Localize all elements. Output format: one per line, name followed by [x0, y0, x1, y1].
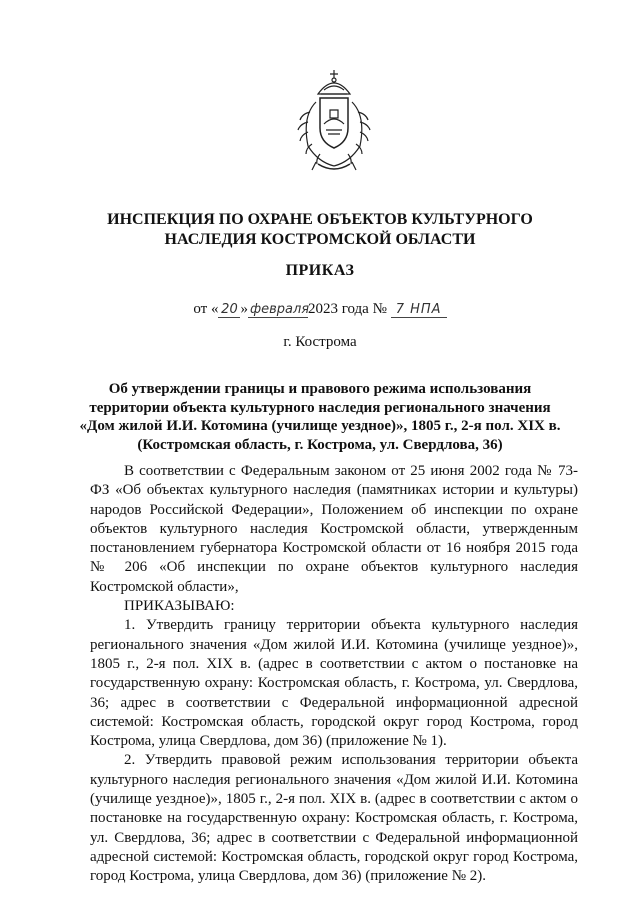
- item-2: 2. Утвердить правовой режим использования территории объекта культурного наследия регионального значения «Дом жилой И.И. Котомина (училище уездное)», 1805 г., 2-я пол. XIX в. (адрес в соответствии с актом о постановке на государственную охрану: Костромская область, г. Кострома, ул. Свердлова, 36; адрес в соответствии с Федеральной информационной адресной системой: Костромская область, городской округ город Кострома, город Кострома, улица Свердлова, дом 36) (приложение № 2).: [90, 752, 578, 885]
- order-day: 20: [218, 303, 240, 318]
- subject-line-2: территории объекта культурного наследия регионального значения: [89, 399, 551, 416]
- order-word: ПРИКАЗЫВАЮ:: [124, 598, 235, 615]
- order-number: 7 НПА: [391, 303, 447, 318]
- order-date-number: [0, 301, 640, 318]
- document-body: [90, 462, 578, 887]
- order-month: февраля: [249, 302, 310, 317]
- document-type: ПРИКАЗ: [285, 262, 355, 279]
- intro-paragraph: В соответствии с Федеральным законом от 25 июня 2002 года № 73-ФЗ «Об объектах культурного наследия (памятниках истории и культуры) народов Российской Федерации», Положением об инспекции по охране объектов культурного наследия Костромской области, утвержденным постановлением губернатора Костромской области от 16 ноября 2015 года № 206 «Об инспекции по охране объектов культурного наследия Костромской области»,: [90, 463, 578, 595]
- order-year: 2023 года №: [307, 301, 387, 317]
- coat-of-arms-icon: [288, 66, 380, 178]
- subject-line-3: «Дом жилой И.И. Котомина (училище уездное)», 1805 г., 2-я пол. XIX в.: [79, 418, 561, 434]
- city: г. Кострома: [283, 334, 357, 350]
- organization-line-1: ИНСПЕКЦИЯ ПО ОХРАНЕ ОБЪЕКТОВ КУЛЬТУРНОГО: [107, 211, 533, 228]
- order-prefix: от «: [193, 301, 219, 317]
- organization-name: [0, 210, 640, 250]
- order-mid: »: [240, 301, 248, 317]
- subject-line-4: (Костромская область, г. Кострома, ул. Свердлова, 36): [137, 436, 503, 453]
- item-1: 1. Утвердить границу территории объекта культурного наследия регионального значения «Дом жилой И.И. Котомина (училище уездное)», 1805 г., 2-я пол. XIX в. (адрес в соответствии с актом о постановке на государственную охрану: Костромская область, г. Кострома, ул. Свердлова, 36; адрес в соответствии с Федеральной информационной адресной системой: Костромская область, городской округ город Кострома, город Кострома, улица Свердлова, дом 36) (приложение № 1).: [90, 617, 578, 750]
- subject-line-1: Об утверждении границы и правового режима использования: [108, 381, 532, 397]
- organization-line-2: НАСЛЕДИЯ КОСТРОМСКОЙ ОБЛАСТИ: [164, 231, 476, 248]
- subject-heading: [0, 380, 640, 454]
